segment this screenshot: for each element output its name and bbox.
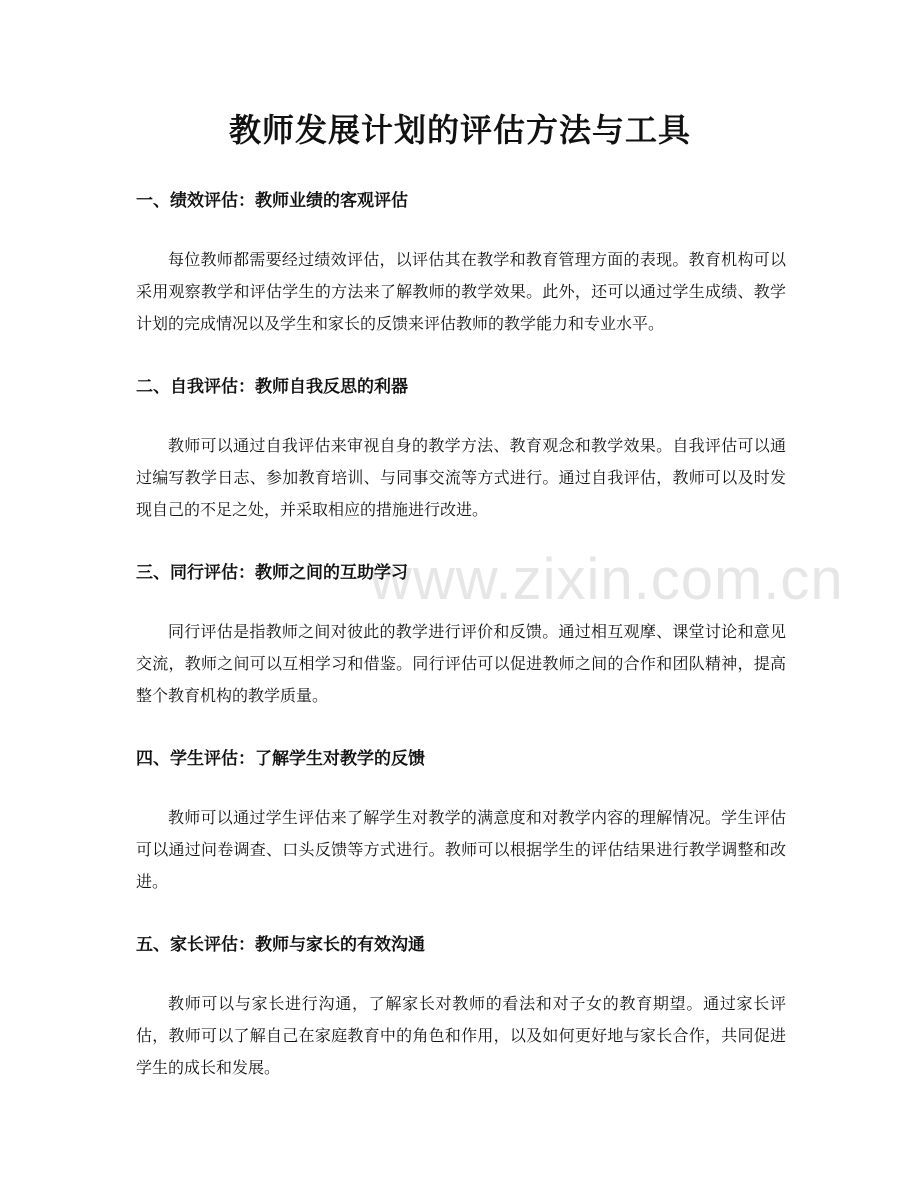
page-title: 教师发展计划的评估方法与工具 [228, 111, 691, 149]
section-peer-evaluation [136, 558, 786, 712]
section-paragraph: 教师可以与家长进行沟通，了解家长对教师的看法和对子女的教育期望。通过家长评估，教师可以了解自己在家庭教育中的角色和作用，以及如何更好地与家长合作，共同促进学生的成长和发展。 [136, 994, 786, 1077]
section-heading: 四、学生评估：了解学生对教学的反馈 [136, 749, 425, 769]
section-heading: 五、家长评估：教师与家长的有效沟通 [136, 935, 425, 955]
watermark: www.zixin.com.cn [370, 547, 844, 612]
section-paragraph: 教师可以通过学生评估来了解学生对教学的满意度和对教学内容的理解情况。学生评估可以通过问卷调查、口头反馈等方式进行。教师可以根据学生的评估结果进行教学调整和改进。 [136, 808, 786, 891]
section-paragraph: 教师可以通过自我评估来审视自身的教学方法、教育观念和教学效果。自我评估可以通过编写教学日志、参加教育培训、与同事交流等方式进行。通过自我评估，教师可以及时发现自己的不足之处，并采取相应的措施进行改进。 [136, 436, 786, 519]
section-performance-evaluation [136, 186, 786, 340]
section-paragraph: 同行评估是指教师之间对彼此的教学进行评价和反馈。通过相互观摩、课堂讨论和意见交流，教师之间可以互相学习和借鉴。同行评估可以促进教师之间的合作和团队精神，提高整个教育机构的教学质量。 [136, 622, 786, 705]
section-heading: 一、绩效评估：教师业绩的客观评估 [136, 191, 408, 211]
section-student-evaluation [136, 744, 786, 898]
section-paragraph: 每位教师都需要经过绩效评估，以评估其在教学和教育管理方面的表现。教育机构可以采用观察教学和评估学生的方法来了解教师的教学效果。此外，还可以通过学生成绩、教学计划的完成情况以及学生和家长的反馈来评估教师的教学能力和专业水平。 [136, 250, 786, 333]
section-heading: 二、自我评估：教师自我反思的利器 [136, 377, 408, 397]
section-self-evaluation [136, 372, 786, 526]
document-content [136, 186, 786, 1116]
section-heading: 三、同行评估：教师之间的互助学习 [136, 563, 408, 583]
section-parent-evaluation [136, 930, 786, 1084]
